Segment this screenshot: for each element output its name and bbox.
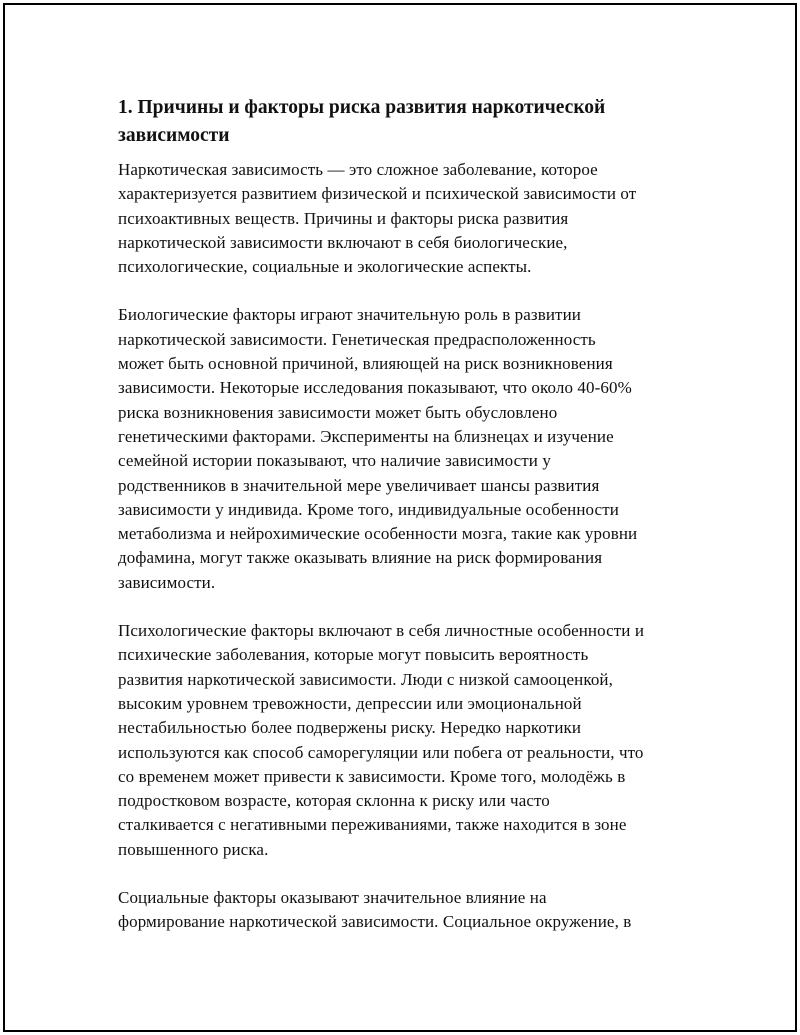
text-line: генетическими факторами. Эксперименты на близнецах и изучение (118, 426, 614, 446)
text-line: родственников в значительной мере увеличивает шансы развития (118, 475, 600, 495)
text-line: Наркотическая зависимость — это сложное заболевание, которое (118, 160, 598, 179)
paragraph-psychological (118, 619, 698, 862)
text-line: Социальные факторы оказывают значительное влияние на (118, 888, 547, 908)
text-line: может быть основной причиной, влияющей на риск возникновения (118, 354, 613, 374)
paragraph-social (118, 886, 698, 935)
text-line: повышенного риска. (118, 839, 269, 859)
text-line: развития наркотической зависимости. Люди с низкой самооценкой, (118, 669, 613, 689)
text-line: психические заболевания, которые могут повысить вероятность (118, 645, 589, 665)
text-line: Психологические факторы включают в себя личностные особенности и (118, 621, 645, 641)
text-line: подростковом возрасте, которая склонна к риску или часто (118, 791, 550, 811)
text-line: формирование наркотической зависимости. Социальное окружение, в (118, 912, 632, 932)
text-line: дофамина, могут также оказывать влияние на риск формирования (118, 548, 603, 568)
text-line: со временем может привести к зависимости. Кроме того, молодёжь в (118, 766, 626, 786)
text-line: психоактивных веществ. Причины и факторы риска развития (118, 208, 569, 228)
document-body (118, 94, 698, 959)
text-line: зависимости. Некоторые исследования показывают, что около 40-60% (118, 378, 632, 398)
text-line: нестабильностью более подвержены риску. Нередко наркотики (118, 718, 582, 738)
text-line: метаболизма и нейрохимические особенности мозга, такие как уровни (118, 524, 638, 544)
paragraph-intro (118, 158, 698, 279)
text-line: Биологические факторы играют значительную роль в развитии (118, 305, 581, 325)
text-line: наркотической зависимости. Генетическая предрасположенность (118, 329, 596, 349)
text-line: психологические, социальные и экологические аспекты. (118, 257, 532, 277)
section-heading (118, 94, 698, 150)
paragraph-biological (118, 303, 698, 595)
text-line: зависимости. (118, 572, 216, 592)
text-line: характеризуется развитием физической и психической зависимости от (118, 184, 637, 204)
text-line: риска возникновения зависимости может быть обусловлено (118, 402, 558, 422)
text-line: сталкивается с негативными переживаниями, также находится в зоне (118, 815, 627, 835)
heading-line: 1. Причины и факторы риска развития наркотической (118, 97, 606, 118)
text-line: наркотической зависимости включают в себя биологические, (118, 232, 568, 252)
text-line: используются как способ саморегуляции или побега от реальности, что (118, 742, 644, 762)
text-line: семейной истории показывают, что наличие зависимости у (118, 451, 551, 471)
heading-line: зависимости (118, 125, 230, 146)
text-line: высоким уровнем тревожности, депрессии или эмоциональной (118, 693, 582, 713)
text-line: зависимости у индивида. Кроме того, индивидуальные особенности (118, 499, 619, 519)
